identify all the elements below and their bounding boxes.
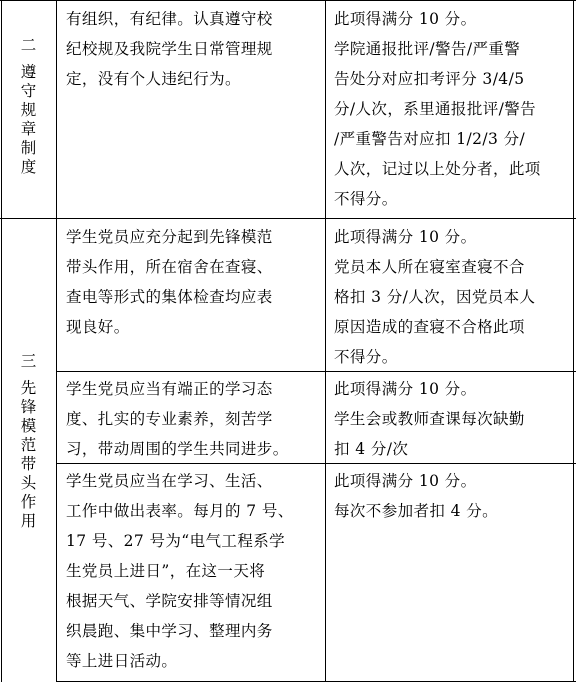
cell-line: 原因造成的查寝不合格此项 (334, 318, 525, 336)
title-char: 范 (20, 436, 37, 454)
cell-line: 格扣 3 分/人次，因党员本人 (334, 288, 536, 306)
section-3-title (21, 379, 37, 531)
scoring-cell (334, 4, 541, 214)
cell-line: 不得分。 (334, 190, 398, 208)
section-3-number: 三 (20, 352, 37, 370)
scoring-cell (334, 466, 498, 526)
section-divider (0, 218, 576, 219)
scoring-cell (334, 222, 535, 372)
title-char: 度 (20, 158, 37, 176)
cell-line: 学生党员应当在学习、生活、 (66, 472, 273, 490)
cell-line: 17 号、27 号为“电气工程系学 (66, 532, 286, 550)
column-divider-scoring (325, 0, 326, 682)
title-char: 用 (20, 512, 37, 530)
cell-line: 学生党员应充分起到先锋模范 (66, 228, 273, 246)
cell-line: 查电等形式的集体检查均应表 (66, 288, 273, 306)
cell-line: 度、扎实的专业素养，刻苦学 (66, 410, 273, 428)
requirement-cell (66, 466, 294, 676)
cell-line: 分/人次，系里通报批评/警告 (334, 100, 537, 118)
cell-line: /严重警告对应扣 1/2/3 分/ (334, 130, 526, 148)
section-2-number: 二 (20, 36, 37, 54)
section-3-category (0, 352, 57, 531)
table-border-right (573, 0, 574, 682)
cell-line: 纪校规及我院学生日常管理规 (66, 40, 273, 58)
cell-line: 此项得满分 10 分。 (334, 10, 477, 28)
cell-line: 学生会或教师查课每次缺勤 (334, 410, 525, 428)
cell-line: 告处分对应扣考评分 3/4/5 (334, 70, 525, 88)
cell-line: 等上进日活动。 (66, 652, 178, 670)
cell-line: 带头作用，所在宿舍在查寝、 (66, 258, 273, 276)
cell-line: 每次不参加者扣 4 分。 (334, 502, 499, 520)
title-char: 作 (20, 493, 37, 511)
title-char: 先 (20, 379, 37, 397)
cell-line: 织晨跑、集中学习、整理内务 (66, 622, 273, 640)
title-char: 遵 (20, 63, 37, 81)
cell-line: 学生党员应当有端正的学习态 (66, 380, 273, 398)
cell-line: 学院通报批评/警告/严重警 (334, 40, 521, 58)
section-2-title (21, 63, 37, 177)
requirement-cell (66, 374, 289, 464)
cell-line: 生党员上进日”，在这一天将 (66, 562, 266, 580)
cell-line: 扣 4 分/次 (334, 440, 409, 458)
requirement-cell (66, 222, 273, 342)
requirement-cell (66, 4, 273, 94)
cell-line: 此项得满分 10 分。 (334, 380, 477, 398)
cell-line: 习，带动周围的学生共同进步。 (66, 440, 289, 458)
cell-line: 人次，记过以上处分者，此项 (334, 160, 541, 178)
title-char: 制 (20, 139, 37, 157)
cell-line: 定，没有个人违纪行为。 (66, 70, 241, 88)
title-char: 规 (20, 101, 37, 119)
title-char: 守 (20, 82, 37, 100)
title-char: 章 (20, 120, 37, 138)
cell-line: 此项得满分 10 分。 (334, 472, 477, 490)
cell-line: 现良好。 (66, 318, 130, 336)
title-char: 带 (20, 455, 37, 473)
title-char: 锋 (20, 398, 37, 416)
cell-line: 不得分。 (334, 348, 398, 366)
title-char: 头 (20, 474, 37, 492)
scoring-cell (334, 374, 525, 464)
cell-line: 有组织，有纪律。认真遵守校 (66, 10, 273, 28)
table-border-top (0, 0, 576, 1)
cell-line: 党员本人所在寝室查寝不合 (334, 258, 525, 276)
cell-line: 此项得满分 10 分。 (334, 228, 477, 246)
title-char: 模 (20, 417, 37, 435)
cell-line: 根据天气、学院安排等情况组 (66, 592, 273, 610)
section-2-category (0, 36, 57, 177)
cell-line: 工作中做出表率。每月的 7 号、 (66, 502, 294, 520)
